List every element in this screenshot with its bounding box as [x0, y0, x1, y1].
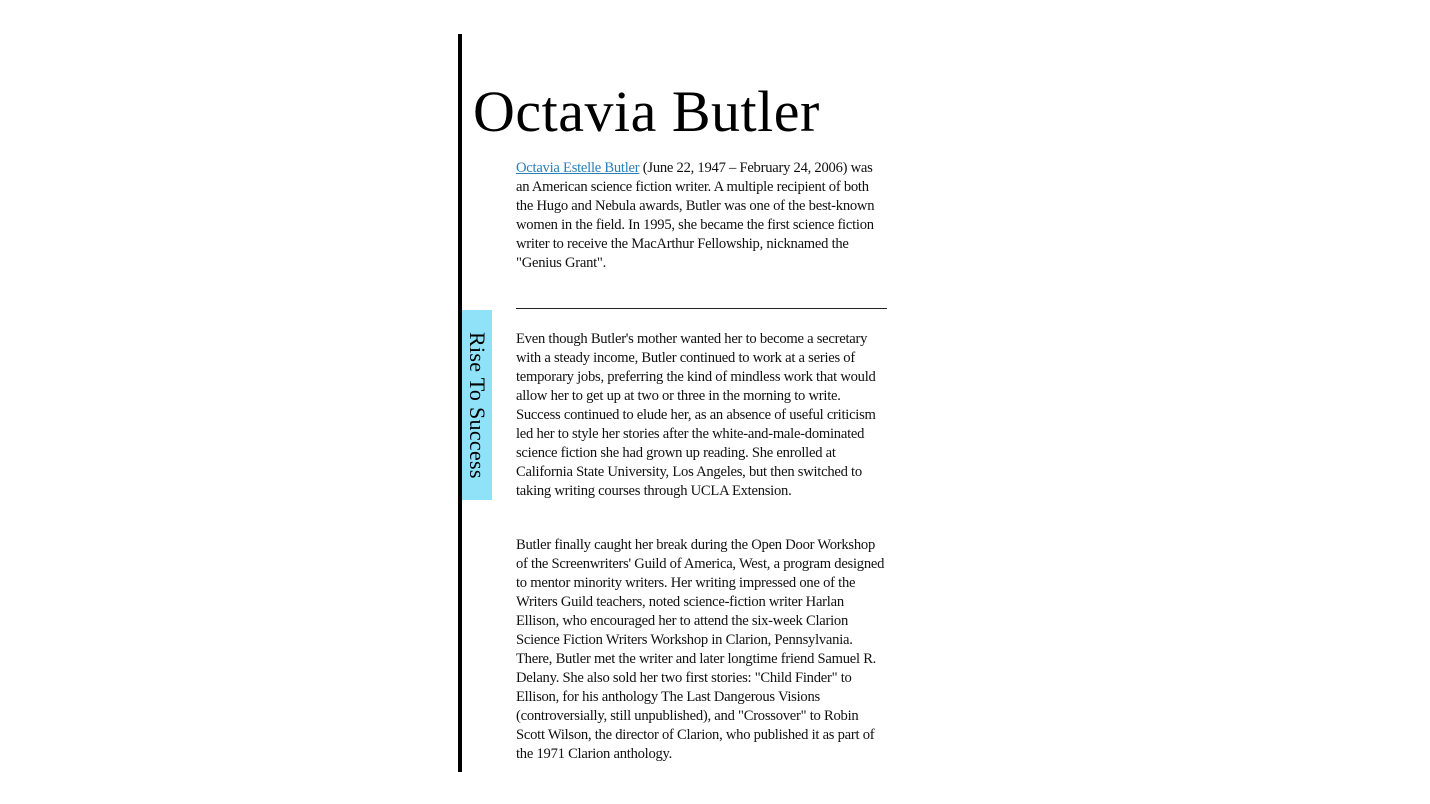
- section-label: Rise To Success: [465, 331, 490, 479]
- section-paragraph-1: Even though Butler's mother wanted her to become a secretary with a steady income, Butler continued to work at a series of temporary jobs, preferring the kind of mindless work that would allow her to get up at two or three in the morning to write. Success continued to elude her, as an absence of useful criticism led her to style her stories after the white-and-male-dominated science fiction she had grown up reading. She enrolled at California State University, Los Angeles, but then switched to taking writing courses through UCLA Extension.: [516, 331, 876, 499]
- intro-text: (June 22, 1947 – February 24, 2006) was an American science fiction writer. A multiple recipient of both the Hugo and Nebula awards, Butler was one of the best-known women in the field. In 1995, she became the first science fiction writer to receive the MacArthur Fellowship, nicknamed the "Genius Grant".: [516, 160, 875, 271]
- author-link[interactable]: Octavia Estelle Butler: [516, 160, 640, 176]
- section-label-tab: [462, 310, 492, 500]
- page-title: Octavia Butler: [473, 79, 820, 144]
- intro-paragraph: [516, 159, 888, 273]
- section-paragraph-2: Butler finally caught her break during the Open Door Workshop of the Screenwriters' Guild of America, West, a program designed to mentor minority writers. Her writing impressed one of the Writers Guild teachers, noted science-fiction writer Harlan Ellison, who encouraged her to attend the six-week Clarion Science Fiction Writers Workshop in Clarion, Pennsylvania. There, Butler met the writer and later longtime friend Samuel R. Delany. She also sold her two first stories: "Child Finder" to Ellison, for his anthology The Last Dangerous Visions (controversially, still unpublished), and "Crossover" to Robin Scott Wilson, the director of Clarion, who published it as part of the 1971 Clarion anthology.: [516, 537, 885, 762]
- section-divider: [516, 308, 887, 309]
